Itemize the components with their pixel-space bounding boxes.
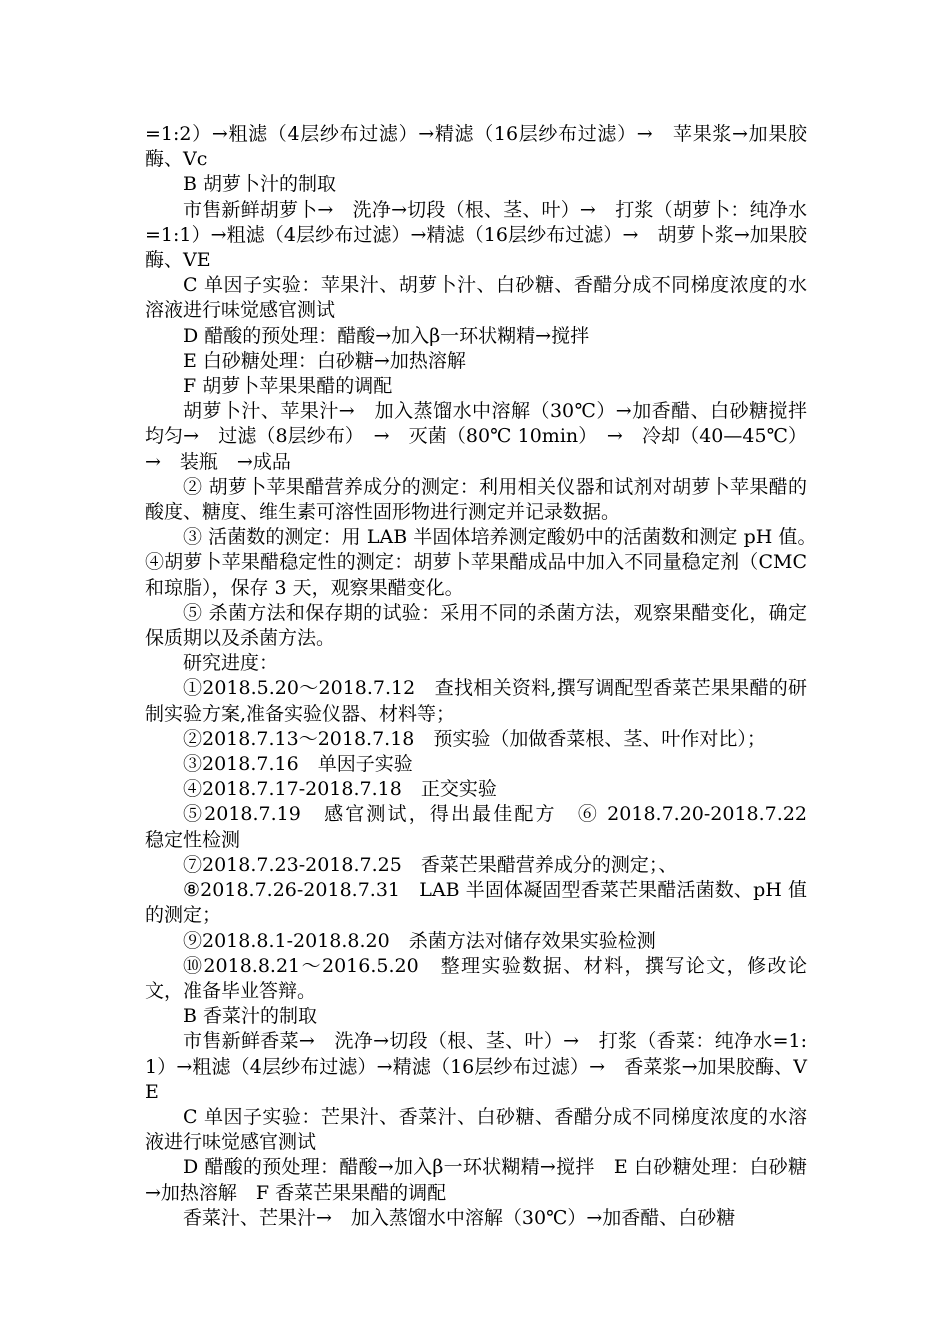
heading-coriander-juice: B 香菜汁的制取 xyxy=(183,1005,318,1028)
heading-carrot-juice: B 胡萝卜汁的制取 xyxy=(183,173,337,196)
paragraph-sterilization: ⑤ 杀菌方法和保存期的试验：采用不同的杀菌方法，观察果醋变化，确定保质期以及杀菌方法。 xyxy=(145,601,807,650)
progress-item-10: ⑩2018.8.21～2016.5.20 整理实验数据、材料，撰写论文，修改论文，准备毕业答辩。 xyxy=(145,954,807,1002)
paragraph-coriander-process: 市售新鲜香菜→ 洗净→切段（根、茎、叶）→ 打浆（香菜：纯净水=1:1）→粗滤（4层纱布过滤）→精滤（16层纱布过滤）→ 香菜浆→加果胶酶、VE xyxy=(145,1030,807,1103)
paragraph-apple-process-tail: =1:2）→粗滤（4层纱布过滤）→精滤（16层纱布过滤）→ 苹果浆→加果胶酶、Vc xyxy=(145,123,807,171)
paragraph-pretreat-combined: D 醋酸的预处理：醋酸→加入β一环状糊精→搅拌 E 白砂糖处理：白砂糖→加热溶解 F 香菜芒果果醋的调配 xyxy=(145,1156,807,1204)
heading-research-progress: 研究进度： xyxy=(183,652,279,675)
paragraph-sugar-treatment-1: E 白砂糖处理：白砂糖→加热溶解 xyxy=(183,349,466,372)
heading-carrot-apple-vinegar: F 胡萝卜苹果果醋的调配 xyxy=(183,375,393,398)
document-body xyxy=(145,122,827,1231)
progress-item-5-6: ⑤2018.7.19 感官测试，得出最佳配方 ⑥ 2018.7.20-2018.7.22 稳定性检测 xyxy=(145,803,827,851)
paragraph-single-factor-1: C 单因子实验：苹果汁、胡萝卜汁、白砂糖、香醋分成不同梯度浓度的水溶液进行味觉感官测试 xyxy=(145,274,807,322)
progress-item-2: ②2018.7.13～2018.7.18 预实验（加做香菜根、茎、叶作对比）； xyxy=(183,727,766,750)
paragraph-carrot-process: 市售新鲜胡萝卜→ 洗净→切段（根、茎、叶）→ 打浆（胡萝卜：纯净水=1:1）→粗滤（4层纱布过滤）→精滤（16层纱布过滤）→ 胡萝卜浆→加果胶酶、VE xyxy=(145,198,807,272)
paragraph-nutrient-test: ② 胡萝卜苹果醋营养成分的测定：利用相关仪器和试剂对胡萝卜苹果醋的酸度、糖度、维生素可溶性固形物进行测定并记录数据。 xyxy=(145,475,807,524)
progress-item-3: ③2018.7.16 单因子实验 xyxy=(183,753,413,776)
progress-item-9: ⑨2018.8.1-2018.8.20 杀菌方法对储存效果实验检测 xyxy=(183,929,656,952)
progress-item-8: ⑧2018.7.26-2018.7.31 LAB 半固体凝固型香菜芒果醋活菌数、pH 值的测定； xyxy=(145,879,807,927)
progress-item-4: ④2018.7.17-2018.7.18 正交实验 xyxy=(183,778,497,801)
progress-item-7: ⑦2018.7.23-2018.7.25 香菜芒果醋营养成分的测定；、 xyxy=(183,853,678,876)
progress-item-1: ①2018.5.20～2018.7.12 查找相关资料,撰写调配型香菜芒果果醋的研制实验方案,准备实验仪器、材料等； xyxy=(145,677,807,725)
paragraph-blending-process-1: 胡萝卜汁、苹果汁→ 加入蒸馏水中溶解（30℃）→加香醋、白砂糖搅拌均匀→ 过滤（8层纱布） → 灭菌（80℃ 10min） → 冷却（40—45℃）→ 装瓶 →成品 xyxy=(145,400,807,473)
paragraph-viable-count: ③ 活菌数的测定：用 LAB 半固体培养测定酸奶中的活菌数和测定 pH 值。 ④胡萝卜苹果醋稳定性的测定：胡萝卜苹果醋成品中加入不同量稳定剂（CMC 和琼脂），保存 3 天，观察果醋变化。 xyxy=(145,526,827,599)
paragraph-single-factor-2: C 单因子实验：芒果汁、香菜汁、白砂糖、香醋分成不同梯度浓度的水溶液进行味觉感官测试 xyxy=(145,1105,807,1154)
paragraph-blending-process-2: 香菜汁、芒果汁→ 加入蒸馏水中溶解（30℃）→加香醋、白砂糖 xyxy=(183,1206,736,1229)
paragraph-acetic-pretreat-1: D 醋酸的预处理：醋酸→加入β一环状糊精→搅拌 xyxy=(183,324,590,347)
